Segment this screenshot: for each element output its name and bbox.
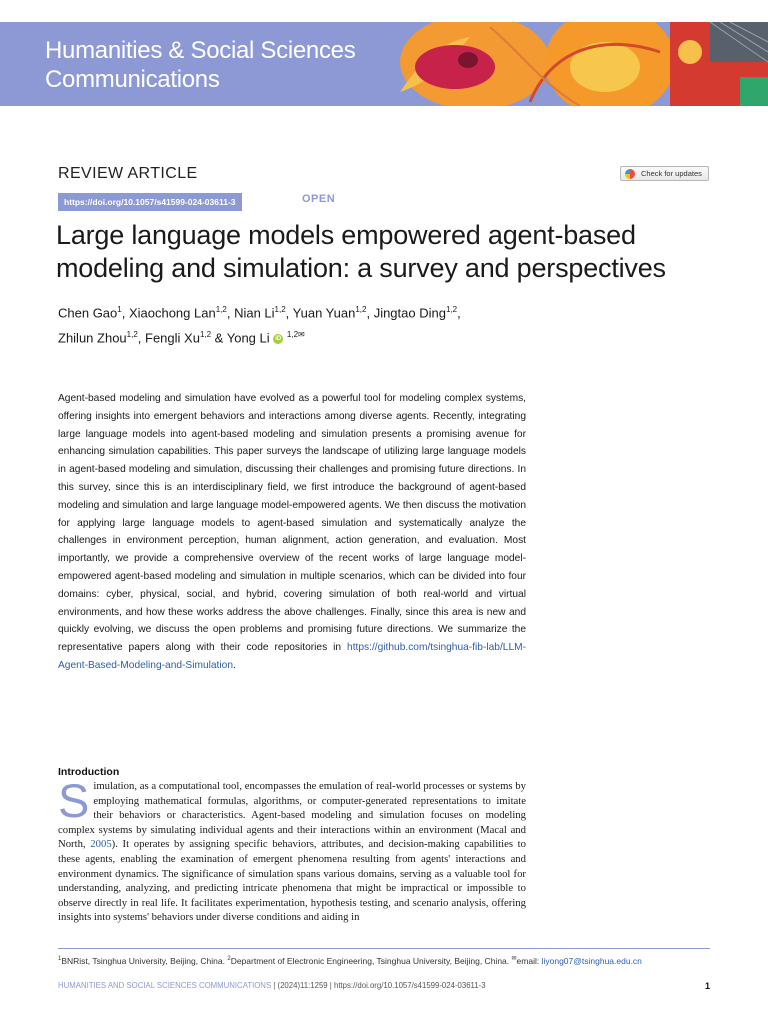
- introduction-text-continued: ). It operates by assigning specific behaviors, attributes, and decision-making capabilities to these agents, enabling the examination of emergent phenomena resulting from agents' interactions and environment dynamics. The significance of simulation spans various domains, serving as a valuable tool for understanding, analyzing, and predicting intricate phenomena that might be impractical or impossible to observe directly in real life. It facilitates experimentation, hypothesis testing, and scenario analysis, offering insights into systems' behaviors under diverse conditions and aiding in: [58, 838, 527, 924]
- author-name[interactable]: Nian Li: [234, 305, 275, 321]
- author-name[interactable]: Xiaochong Lan: [128, 305, 216, 321]
- author-name[interactable]: Yong Li: [226, 330, 270, 346]
- abstract: [58, 390, 526, 675]
- doi-badge[interactable]: https://doi.org/10.1057/s41599-024-03611-3: [58, 193, 242, 211]
- abstract-text: Agent-based modeling and simulation have evolved as a powerful tool for modeling complex systems, offering insights into emergent behaviors and interactions among diverse agents. Recently, integrating large language models into agent-based modeling and simulation presents a promising avenue for enhancing simulation capabilities. This paper surveys the landscape of utilizing large language models in agent-based modeling and simulation, discussing their challenges and promising future directions. In this survey, since this is an interdisciplinary field, we first introduce the background of agent-based modeling and simulation and large language model-empowered agents. We then discuss the motivation for applying large language models to agent-based simulation and systematically analyze the challenges in environment perception, human alignment, action generation, and evaluation. Most importantly, we provide a comprehensive overview of the recent works of large language model-empowered agent-based modeling and simulation in multiple scenarios, which can be divided into four domains: cyber, physical, social, and hybrid, covering simulation of both real-world and virtual environments, and how these works address the above challenges. Finally, since this area is new and quickly evolving, we discuss the open problems and promising future directions. We summarize the representative papers along with their code repositories in: [58, 393, 526, 654]
- affiliation-number: 1: [58, 956, 62, 962]
- author-name[interactable]: Chen Gao: [58, 305, 118, 321]
- reference-link[interactable]: 2005: [90, 838, 112, 851]
- footer-journal-name[interactable]: HUMANITIES AND SOCIAL SCIENCES COMMUNICATIONS: [58, 981, 272, 990]
- section-heading-introduction: Introduction: [58, 766, 120, 778]
- email-label: email:: [516, 955, 542, 966]
- email-link[interactable]: liyong07@tsinghua.edu.cn: [541, 955, 642, 966]
- email-icon: ✉: [511, 956, 517, 962]
- drop-cap: S: [58, 774, 90, 827]
- article-title: Large language models empowered agent-based modeling and simulation: a survey and perspectives: [56, 220, 666, 283]
- author-affiliation: 1,2: [274, 305, 286, 314]
- author-name[interactable]: Fengli Xu: [145, 330, 200, 346]
- page-number: 1: [705, 981, 711, 991]
- banner-artwork: [380, 22, 768, 106]
- orcid-icon[interactable]: iD: [275, 336, 282, 343]
- author-name[interactable]: Zhilun Zhou: [58, 330, 127, 346]
- author-affiliation: 1,2: [355, 305, 367, 314]
- affiliation-number: 2: [227, 956, 231, 962]
- author-affiliation: 1,2: [126, 330, 138, 340]
- check-for-updates-label: Check for updates: [641, 169, 702, 178]
- introduction-body: [58, 774, 527, 925]
- author-affiliation: 1: [117, 305, 122, 314]
- author-name[interactable]: Yuan Yuan: [292, 305, 356, 321]
- journal-banner: [0, 22, 768, 106]
- affiliation-1: BNRist, Tsinghua University, Beijing, China.: [61, 955, 225, 966]
- journal-name[interactable]: [45, 36, 355, 94]
- check-for-updates-button[interactable]: [620, 166, 709, 181]
- page-footer: [58, 981, 486, 990]
- github-link[interactable]: https://github.com/tsinghua-fib-lab/LLM-Agent-Based-Modeling-and-Simulation: [58, 642, 526, 671]
- article-type: REVIEW ARTICLE: [58, 165, 198, 182]
- introduction-text: imulation, as a computational tool, encompasses the emulation of real-world processes or systems by employing mathematical formulas, algorithms, or computer-generated representations to imitate their behaviors or characteristics. Agent-based modeling and simulation focuses on modeling complex systems by simulating individual agents and their interactions within an environment (Macal and North,: [58, 780, 526, 851]
- open-access-label: OPEN: [302, 193, 336, 205]
- author-name[interactable]: Jingtao Ding: [373, 305, 446, 321]
- author-affiliation: 1,2: [445, 305, 458, 314]
- author-affiliation: 1,2: [215, 305, 227, 314]
- author-list: Chen Gao$^1$, Xiaochong Lan$^{1,2}$, Nian Li$^{1,2}$, Yuan Yuan$^{1,2}$, Jingtao Ding$^{1,2}$, Zhilun Zhou$^{1,2}$, Fengli Xu$^{1,2}$ & Yong Li iD $^{1,2✉}$: [58, 305, 461, 346]
- author-affiliation: 1,2✉: [286, 330, 305, 340]
- journal-name-line1: Humanities & Social Sciences: [45, 37, 356, 64]
- affiliation-footnote: [58, 955, 718, 966]
- crossmark-icon: [625, 169, 635, 179]
- footer-citation: | (2024)11:1259 | https://doi.org/10.1057/s41599-024-03611-3: [271, 981, 486, 990]
- abstract-end: .: [232, 659, 236, 671]
- journal-name-line2: Communications: [45, 66, 220, 93]
- author-affiliation: 1,2: [199, 330, 212, 340]
- affiliation-2: Department of Electronic Engineering, Tsinghua University, Beijing, China.: [230, 955, 510, 966]
- footnote-divider: [58, 948, 710, 949]
